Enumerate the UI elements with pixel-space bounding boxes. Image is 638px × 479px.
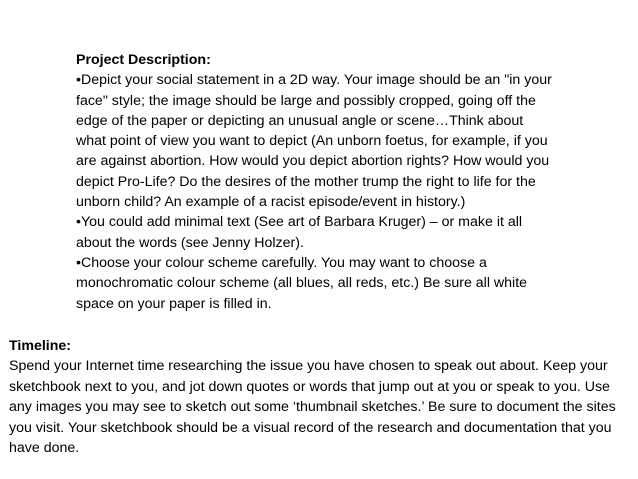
timeline-body: Spend your Internet time researching the issue you have chosen to speak out about. Keep your sketchbook next to you, and jot down quotes or words that jump out at you or speak to you. Use any images you may see to sketch out some ‘thumbnail sketches.’ Be sure to document the sites you visit. Your sketchbook should be a visual record of the research and documentation that you have done. [9, 358, 616, 457]
project-description-heading: Project Description: [76, 52, 211, 68]
timeline-block [9, 336, 631, 458]
project-description-block [76, 50, 556, 314]
timeline-heading: Timeline: [9, 338, 72, 354]
project-bullet-depict: •Depict your social statement in a 2D way. Your image should be an "in your face" style; the image should be large and possibly cropped, going off the edge of the paper or depicting an unusual angle or scene…Think about what point of view you want to depict (An unborn foetus, for example, if you are against abortion. How would you depict abortion rights? How would you depict Pro-Life? Do the desires of the mother trump the right to life for the unborn child? An example of a racist episode/event in history.) [76, 72, 552, 211]
project-bullet-colour: •Choose your colour scheme carefully. You may want to choose a monochromatic colour scheme (all blues, all reds, etc.) Be sure all white space on your paper is filled in. [76, 254, 528, 312]
project-bullet-text: •You could add minimal text (See art of Barbara Kruger) – or make it all about the words (see Jenny Holzer). [76, 214, 523, 251]
